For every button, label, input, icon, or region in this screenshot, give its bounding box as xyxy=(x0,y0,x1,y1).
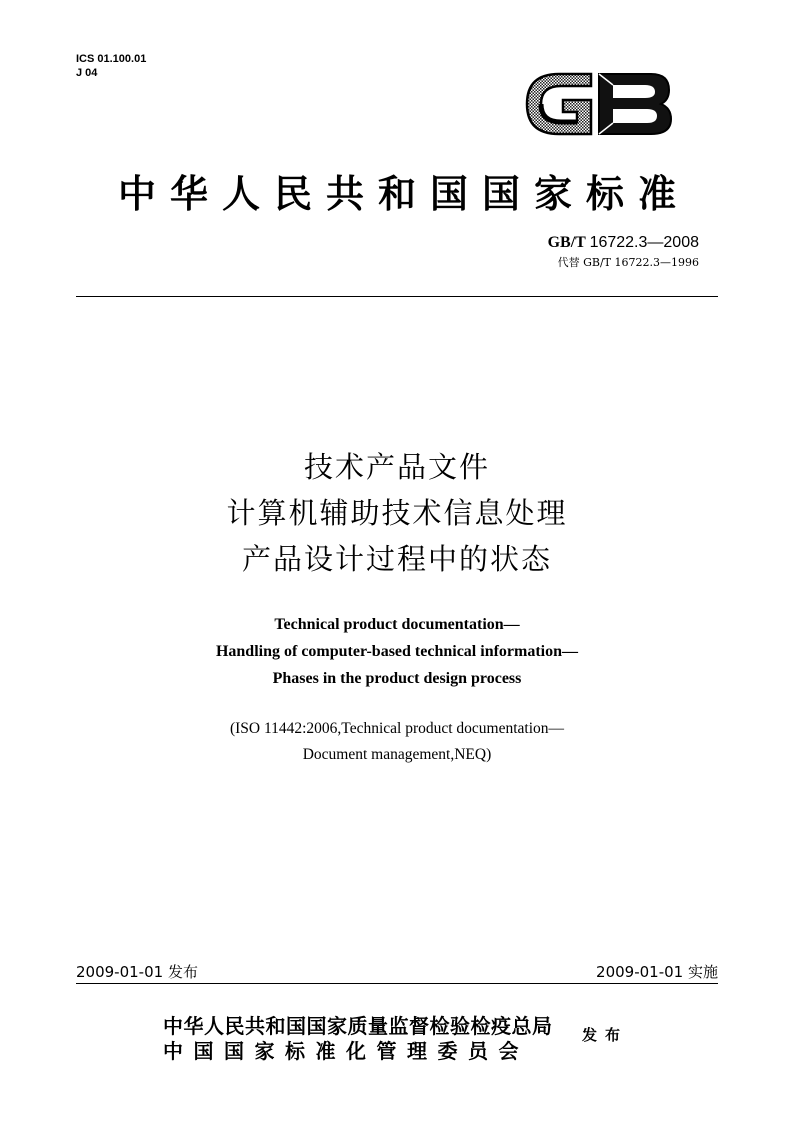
gb-logo-icon xyxy=(519,64,679,144)
classification-codes xyxy=(76,52,146,80)
standard-number xyxy=(548,234,699,252)
iso-reference-line: (ISO 11442:2006,Technical product documentation— xyxy=(229,720,565,737)
ics-code: ICS 01.100.01 xyxy=(76,53,147,65)
issue-date: 2009-01-01 发布 xyxy=(76,963,198,981)
iso-reference xyxy=(0,716,794,768)
english-title-line: Technical product documentation— xyxy=(274,616,520,633)
issuer-sac: 中国国家标准化管理委员会 xyxy=(163,1039,529,1063)
chinese-title-line: 产品设计过程中的状态 xyxy=(241,542,552,576)
publish-label: 发布 xyxy=(582,1026,629,1044)
issuer-aqsiq: 中华人民共和国国家质量监督检验检疫总局 xyxy=(163,1014,553,1038)
ccs-code: J 04 xyxy=(76,67,98,79)
standard-prefix: GB/T xyxy=(547,234,586,251)
national-standard-title: 中华人民共和国国家标准 xyxy=(117,172,690,216)
replaces-standard: 代替 GB/T 16722.3—1996 xyxy=(557,256,699,269)
english-title xyxy=(0,611,794,692)
footer-divider xyxy=(76,983,718,984)
header-divider xyxy=(76,296,718,297)
effective-date: 2009-01-01 实施 xyxy=(596,963,718,981)
english-title-line: Phases in the product design process xyxy=(272,670,522,687)
standard-code: 16722.3—2008 xyxy=(589,234,699,251)
english-title-line: Handling of computer-based technical information— xyxy=(215,643,579,660)
chinese-title-line: 计算机辅助技术信息处理 xyxy=(226,496,568,530)
chinese-title xyxy=(0,444,794,582)
iso-reference-line: Document management,NEQ) xyxy=(302,746,492,763)
chinese-title-line: 技术产品文件 xyxy=(303,450,490,484)
